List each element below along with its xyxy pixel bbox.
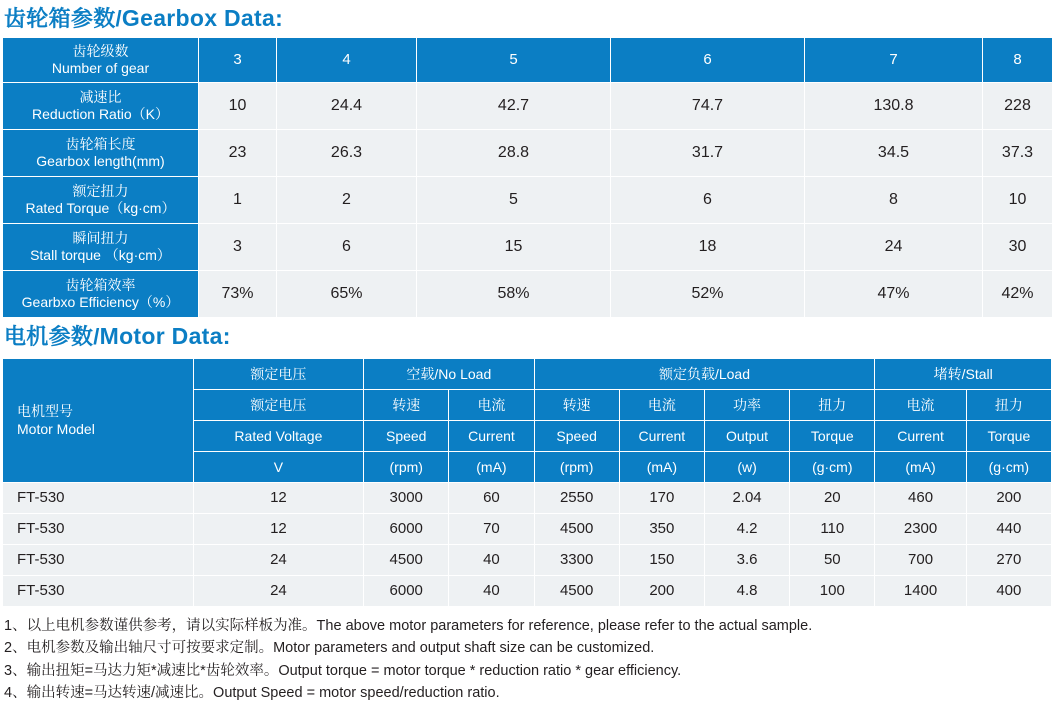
row-label-en: Gearbxo Efficiency（%） <box>21 294 180 311</box>
cell: 70 <box>449 513 534 544</box>
motor-unit-torque-load: (g·cm) <box>790 451 875 482</box>
cell: 2 <box>277 177 417 224</box>
row-label-cn: 齿轮箱长度 <box>65 135 136 152</box>
gearbox-table <box>2 37 1053 318</box>
cell: 4.2 <box>704 513 789 544</box>
motor-unit-voltage: V <box>193 451 363 482</box>
cell: 3 <box>199 224 277 271</box>
row-label-cn: 瞬间扭力 <box>72 229 129 246</box>
cell: 2300 <box>875 513 966 544</box>
gearbox-row-label-stall-torque <box>3 224 199 271</box>
cell: 10 <box>983 177 1053 224</box>
cell: 52% <box>611 271 805 318</box>
cell: 270 <box>966 544 1051 575</box>
motor-title-en: Motor Data: <box>99 323 231 350</box>
cell: 3300 <box>534 544 619 575</box>
gearbox-title-en: Gearbox Data: <box>121 5 284 31</box>
cell: 30 <box>983 224 1053 271</box>
cell: 6000 <box>364 513 449 544</box>
row-label-cn: 减速比 <box>79 88 122 105</box>
cell: 42% <box>983 271 1053 318</box>
motor-unit-torque-stall: (g·cm) <box>966 451 1051 482</box>
motor-section-title <box>0 318 1056 355</box>
cell: 74.7 <box>611 83 805 130</box>
motor-sub-cn-output: 功率 <box>704 389 789 420</box>
table-row <box>3 513 1052 544</box>
motor-group-load: 额定负载/Load <box>534 358 875 389</box>
motor-table <box>2 358 1052 607</box>
cell: 23 <box>199 130 277 177</box>
table-row <box>3 544 1052 575</box>
gearbox-row-label-rated-torque <box>3 177 199 224</box>
note-item: 3、输出扭矩=马达力矩*减速比*齿轮效率。Output torque = motor torque * reduction ratio * gear efficiency. <box>4 662 682 679</box>
motor-sub-cn-rated-voltage: 额定电压 <box>193 389 363 420</box>
motor-sub-en-rated-voltage: Rated Voltage <box>193 420 363 451</box>
motor-sub-en-current-stall: Current <box>875 420 966 451</box>
motor-sub-cn-torque-load: 扭力 <box>790 389 875 420</box>
cell: 34.5 <box>805 130 983 177</box>
cell: 24 <box>193 575 363 606</box>
cell: 4.8 <box>704 575 789 606</box>
cell: 50 <box>790 544 875 575</box>
motor-unit-speed-load: (rpm) <box>534 451 619 482</box>
cell: 65% <box>277 271 417 318</box>
gearbox-header-label-en: Number of gear <box>51 60 150 77</box>
motor-model-cell: FT-530 <box>3 482 194 513</box>
gearbox-title-cn: 齿轮箱参数/ <box>4 6 122 31</box>
gearbox-header-label <box>3 38 199 83</box>
table-row <box>3 177 1053 224</box>
motor-group-rated-voltage: 额定电压 <box>193 358 363 389</box>
cell: 100 <box>790 575 875 606</box>
cell: 400 <box>966 575 1051 606</box>
motor-unit-output: (w) <box>704 451 789 482</box>
gearbox-col-8: 8 <box>983 38 1053 83</box>
table-row <box>3 83 1053 130</box>
row-label-en: Stall torque （kg·cm） <box>30 247 171 264</box>
cell: 3.6 <box>704 544 789 575</box>
motor-sub-en-current-noload: Current <box>449 420 534 451</box>
gearbox-row-label-reduction-ratio <box>3 83 199 130</box>
motor-unit-speed-noload: (rpm) <box>364 451 449 482</box>
cell: 6 <box>611 177 805 224</box>
table-row <box>3 271 1053 318</box>
motor-sub-cn-speed-noload: 转速 <box>364 389 449 420</box>
cell: 3000 <box>364 482 449 513</box>
cell: 10 <box>199 83 277 130</box>
motor-sub-en-output: Output <box>704 420 789 451</box>
cell: 42.7 <box>417 83 611 130</box>
cell: 200 <box>619 575 704 606</box>
cell: 37.3 <box>983 130 1053 177</box>
cell: 24.4 <box>277 83 417 130</box>
motor-model-header-en: Motor Model <box>17 421 95 438</box>
cell: 40 <box>449 575 534 606</box>
gearbox-header-label-cn: 齿轮级数 <box>72 42 129 59</box>
row-label-cn: 额定扭力 <box>72 182 129 199</box>
cell: 460 <box>875 482 966 513</box>
note-item: 4、输出转速=马达转速/减速比。Output Speed = motor speed/reduction ratio. <box>4 685 500 701</box>
cell: 15 <box>417 224 611 271</box>
motor-sub-en-current-load: Current <box>619 420 704 451</box>
motor-sub-cn-current-load: 电流 <box>619 389 704 420</box>
motor-unit-current-stall: (mA) <box>875 451 966 482</box>
gearbox-col-3: 3 <box>199 38 277 83</box>
cell: 1400 <box>875 575 966 606</box>
motor-sub-cn-current-noload: 电流 <box>449 389 534 420</box>
cell: 200 <box>966 482 1051 513</box>
cell: 24 <box>805 224 983 271</box>
gearbox-col-4: 4 <box>277 38 417 83</box>
cell: 130.8 <box>805 83 983 130</box>
motor-model-cell: FT-530 <box>3 544 194 575</box>
cell: 4500 <box>534 575 619 606</box>
row-label-en: Reduction Ratio（K） <box>32 106 169 123</box>
cell: 60 <box>449 482 534 513</box>
cell: 24 <box>193 544 363 575</box>
cell: 73% <box>199 271 277 318</box>
cell: 20 <box>790 482 875 513</box>
cell: 58% <box>417 271 611 318</box>
gearbox-col-7: 7 <box>805 38 983 83</box>
cell: 31.7 <box>611 130 805 177</box>
gearbox-row-label-gearbox-length <box>3 130 199 177</box>
cell: 170 <box>619 482 704 513</box>
gearbox-col-5: 5 <box>417 38 611 83</box>
motor-sub-en-speed-noload: Speed <box>364 420 449 451</box>
motor-sub-en-speed-load: Speed <box>534 420 619 451</box>
gearbox-col-6: 6 <box>611 38 805 83</box>
cell: 18 <box>611 224 805 271</box>
motor-sub-cn-current-stall: 电流 <box>875 389 966 420</box>
table-row <box>3 224 1053 271</box>
cell: 26.3 <box>277 130 417 177</box>
table-row <box>3 482 1052 513</box>
gearbox-header-row <box>3 38 1053 83</box>
cell: 40 <box>449 544 534 575</box>
cell: 6000 <box>364 575 449 606</box>
cell: 1 <box>199 177 277 224</box>
motor-group-stall: 堵转/Stall <box>875 358 1052 389</box>
cell: 5 <box>417 177 611 224</box>
row-label-en: Rated Torque（kg·cm） <box>25 200 176 217</box>
motor-group-header-row <box>3 358 1052 389</box>
motor-sub-en-torque-load: Torque <box>790 420 875 451</box>
cell: 4500 <box>534 513 619 544</box>
cell: 6 <box>277 224 417 271</box>
cell: 350 <box>619 513 704 544</box>
motor-sub-cn-speed-load: 转速 <box>534 389 619 420</box>
motor-group-no-load: 空载/No Load <box>364 358 534 389</box>
motor-title-cn: 电机参数/ <box>4 324 100 350</box>
table-row <box>3 575 1052 606</box>
cell: 8 <box>805 177 983 224</box>
cell: 4500 <box>364 544 449 575</box>
cell: 440 <box>966 513 1051 544</box>
cell: 700 <box>875 544 966 575</box>
row-label-en: Gearbox length(mm) <box>36 153 165 170</box>
cell: 110 <box>790 513 875 544</box>
cell: 12 <box>193 482 363 513</box>
gearbox-row-label-efficiency <box>3 271 199 318</box>
cell: 150 <box>619 544 704 575</box>
cell: 2550 <box>534 482 619 513</box>
cell: 47% <box>805 271 983 318</box>
note-item: 2、电机参数及输出轴尺寸可按要求定制。Motor parameters and output shaft size can be customized. <box>4 640 655 657</box>
motor-unit-current-noload: (mA) <box>449 451 534 482</box>
table-row <box>3 130 1053 177</box>
motor-unit-current-load: (mA) <box>619 451 704 482</box>
motor-model-cell: FT-530 <box>3 575 194 606</box>
gearbox-section-title <box>0 0 1056 37</box>
motor-model-header-cn: 电机型号 <box>17 402 73 419</box>
cell: 2.04 <box>704 482 789 513</box>
notes-list <box>4 615 1052 704</box>
motor-model-header <box>3 358 194 482</box>
cell: 228 <box>983 83 1053 130</box>
motor-model-cell: FT-530 <box>3 513 194 544</box>
cell: 28.8 <box>417 130 611 177</box>
cell: 12 <box>193 513 363 544</box>
note-item: 1、以上电机参数谨供参考，请以实际样板为准。The above motor parameters for reference, please refer to the actual sample. <box>4 617 813 634</box>
row-label-cn: 齿轮箱效率 <box>65 276 136 293</box>
motor-sub-cn-torque-stall: 扭力 <box>966 389 1051 420</box>
motor-sub-en-torque-stall: Torque <box>966 420 1051 451</box>
